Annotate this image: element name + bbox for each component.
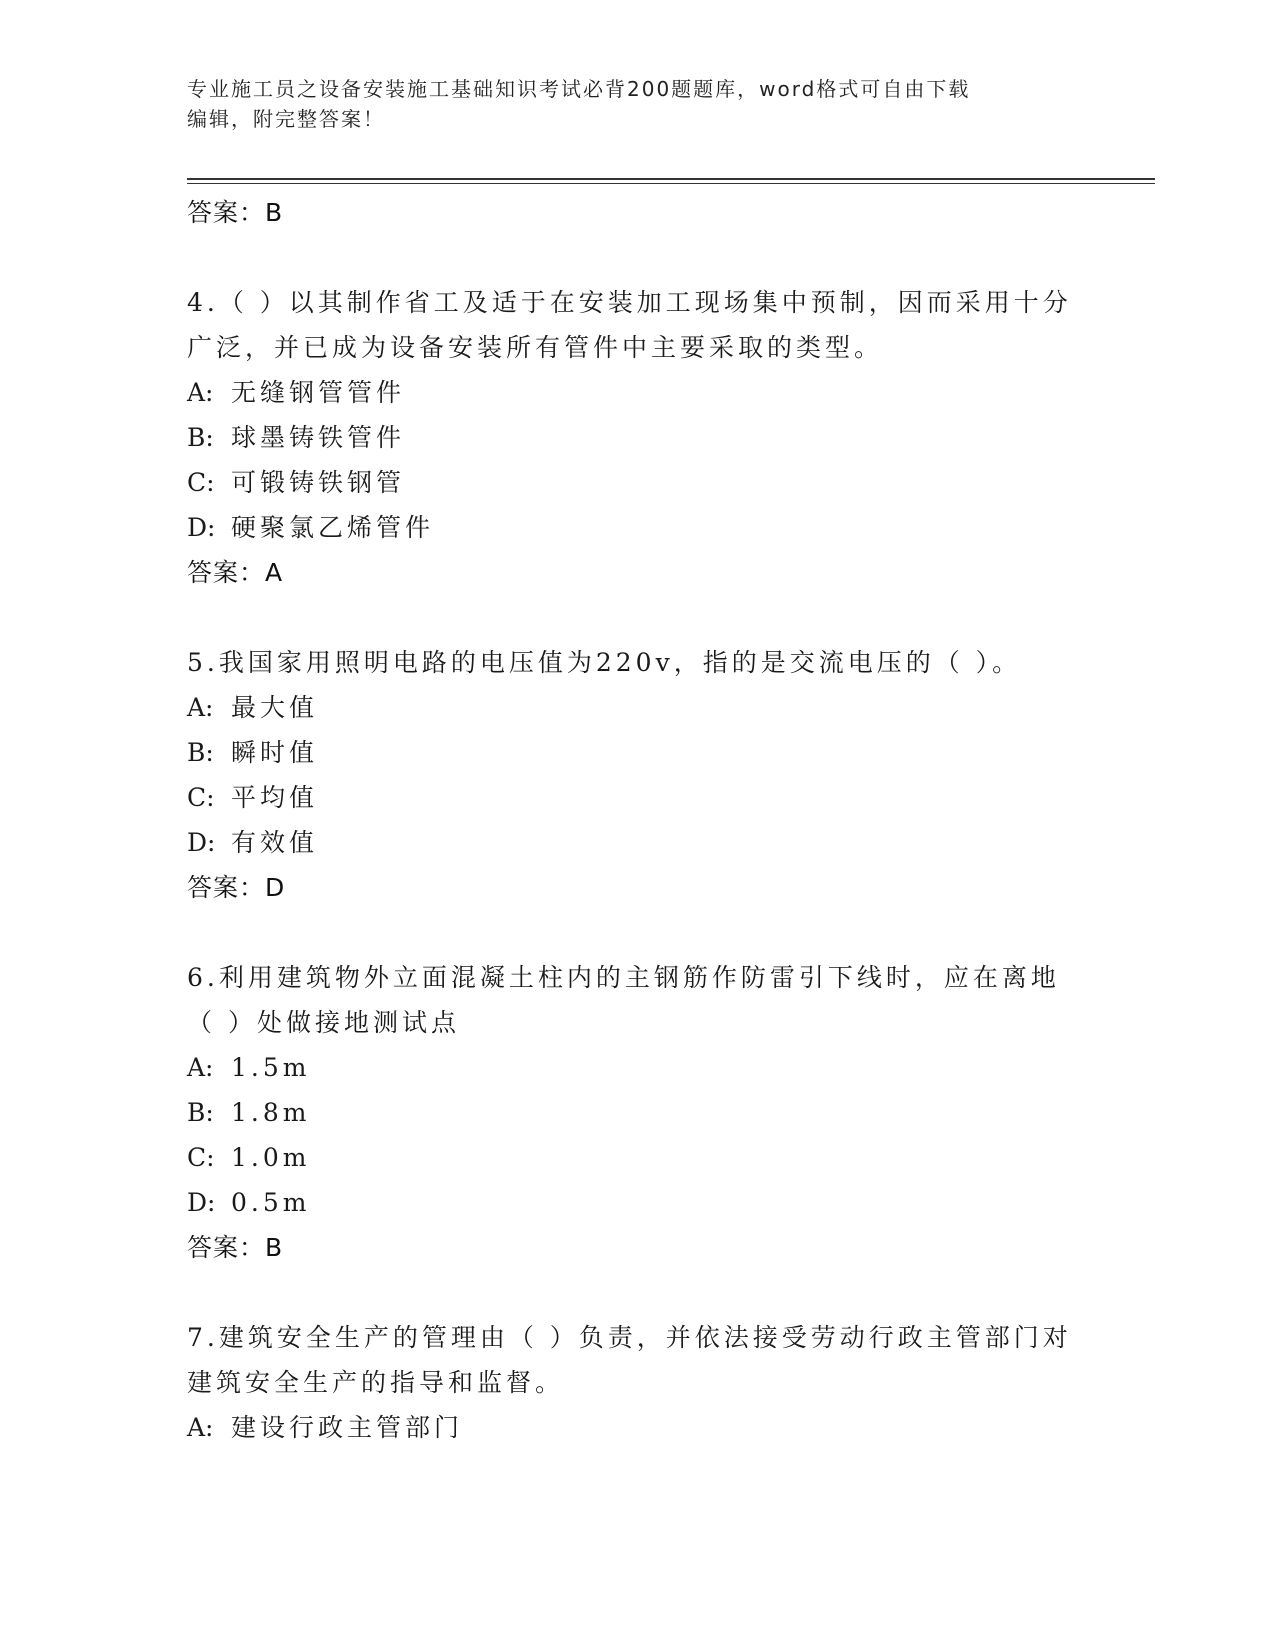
option-a (187, 1405, 1087, 1450)
option-b (187, 415, 1087, 460)
option-letter: C: (187, 1143, 215, 1172)
question-stem-line: 7.建筑安全生产的管理由（ ）负责，并依法接受劳动行政主管部门对 (187, 1323, 1072, 1352)
option-b (187, 1090, 1087, 1135)
option-letter: D: (187, 513, 216, 542)
option-text: 球墨铸铁管件 (231, 423, 406, 452)
option-letter: A: (187, 1413, 214, 1442)
option-letter: A: (187, 693, 214, 722)
option-letter: C: (187, 783, 215, 812)
option-a (187, 370, 1087, 415)
option-text: 硬聚氯乙烯管件 (231, 513, 435, 542)
option-letter: B: (187, 1098, 214, 1127)
option-d (187, 505, 1087, 550)
option-c (187, 1135, 1087, 1180)
option-text: 建设行政主管部门 (231, 1413, 464, 1442)
question-list (187, 190, 1087, 1450)
header-line-1: 专业施工员之设备安装施工基础知识考试必背200题题库，word格式可自由下载 (187, 77, 971, 101)
question-4 (187, 280, 1087, 595)
option-letter: B: (187, 423, 214, 452)
option-letter: A: (187, 378, 214, 407)
option-b (187, 730, 1087, 775)
previous-answer: 答案：B (187, 198, 284, 227)
option-d (187, 1180, 1087, 1225)
option-letter: C: (187, 468, 215, 497)
option-text: 最大值 (231, 693, 319, 722)
option-a (187, 685, 1087, 730)
question-stem-line: （ ）处做接地测试点 (187, 1008, 460, 1037)
option-text: 1.8m (231, 1098, 311, 1127)
question-7 (187, 1315, 1087, 1450)
header-line-2: 编辑，附完整答案！ (187, 107, 385, 131)
question-6 (187, 955, 1087, 1270)
option-text: 平均值 (231, 783, 319, 812)
header-rule-thick (187, 178, 1155, 180)
option-letter: D: (187, 1188, 216, 1217)
option-c (187, 775, 1087, 820)
option-letter: A: (187, 1053, 214, 1082)
question-stem-line: 5.我国家用照明电路的电压值为220v，指的是交流电压的（ ）。 (187, 648, 1022, 677)
question-5 (187, 640, 1087, 910)
option-text: 1.0m (231, 1143, 311, 1172)
option-letter: B: (187, 738, 214, 767)
option-text: 无缝钢管管件 (231, 378, 406, 407)
option-d (187, 820, 1087, 865)
option-letter: D: (187, 828, 216, 857)
option-text: 0.5m (231, 1188, 311, 1217)
option-text: 可锻铸铁钢管 (231, 468, 406, 497)
question-stem-line: 4.（ ）以其制作省工及适于在安装加工现场集中预制，因而采用十分 (187, 288, 1072, 317)
page-header (187, 74, 1067, 134)
header-rule-thin (187, 183, 1155, 184)
option-a (187, 1045, 1087, 1090)
answer-line: 答案：D (187, 873, 286, 902)
question-stem-line: 建筑安全生产的指导和监督。 (187, 1368, 565, 1397)
question-stem-line: 广泛，并已成为设备安装所有管件中主要采取的类型。 (187, 333, 884, 362)
question-stem-line: 6.利用建筑物外立面混凝土柱内的主钢筋作防雷引下线时，应在离地 (187, 963, 1060, 992)
answer-line: 答案：B (187, 1233, 284, 1262)
option-text: 有效值 (231, 828, 319, 857)
answer-line: 答案：A (187, 558, 284, 587)
option-text: 1.5m (231, 1053, 311, 1082)
option-c (187, 460, 1087, 505)
option-text: 瞬时值 (231, 738, 319, 767)
